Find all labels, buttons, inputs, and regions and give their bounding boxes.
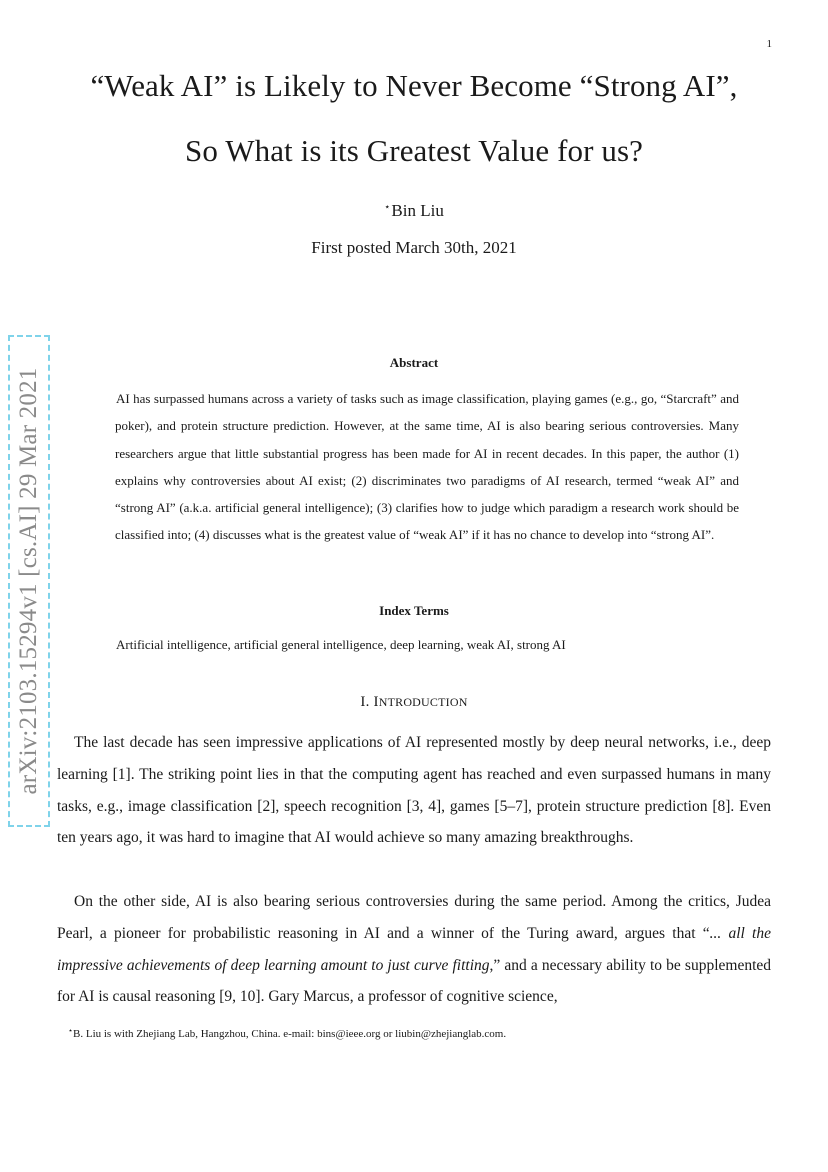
posted-date: First posted March 30th, 2021 bbox=[311, 238, 517, 257]
paragraph-segment: On the other side, AI is also bearing serious controversies during the same period. Among the critics, Judea Pearl, a pioneer for probabilistic reasoning in AI and a winner of the Turing award, argues that “ bbox=[57, 893, 771, 942]
body-paragraph-1 bbox=[57, 727, 771, 854]
footnote-marker: ⋆ bbox=[68, 1026, 74, 1035]
section-number: I. bbox=[360, 694, 370, 710]
author-name: Bin Liu bbox=[391, 201, 444, 220]
index-terms-text: Artificial intelligence, artificial general intelligence, deep learning, weak AI, strong AI bbox=[116, 637, 566, 652]
author bbox=[0, 201, 828, 221]
paragraph-text: The last decade has seen impressive applications of AI represented mostly by deep neural networks, i.e., deep learning [1]. The striking point lies in that the computing agent has reached and even surpassed humans in many tasks, e.g., image classification [2], speech recognition [3, 4], games [5–7], protein structure prediction [8]. Even ten years ago, it was hard to imagine that AI would achieve so many amazing breakthroughs. bbox=[57, 734, 771, 847]
arxiv-stamp bbox=[8, 335, 50, 827]
paragraph-text bbox=[57, 886, 771, 1013]
paper-title-line-2: So What is its Greatest Value for us? bbox=[185, 133, 643, 168]
section-first-letter: I bbox=[373, 694, 379, 710]
quote-italic: ... all the impressive achievements of deep learning amount to just curve fitting bbox=[57, 924, 771, 974]
paper-title-line-1: “Weak AI” is Likely to Never Become “Strong AI”, bbox=[90, 68, 738, 103]
paragraph-segment: ,” and a necessary ability to be supplemented for AI is causal reasoning [9, 10]. Gary Marcus, a professor of cognitive science, bbox=[57, 956, 772, 1006]
section-title-rest: NTRODUCTION bbox=[378, 695, 468, 709]
arxiv-id: arXiv:2103.15294v1 [cs.AI] 29 Mar 2021 bbox=[15, 367, 42, 795]
index-terms-heading: Index Terms bbox=[379, 603, 449, 618]
author-marker: ⋆ bbox=[384, 202, 391, 213]
body-paragraph-2 bbox=[57, 886, 771, 1013]
section-heading bbox=[0, 694, 828, 711]
abstract-text: AI has surpassed humans across a variety of tasks such as image classification, playing games (e.g., go, “Starcraft” and poker), and protein structure prediction. However, at the same time, AI is also bearing serious controversies. Many researchers argue that little substantial progress has been made for AI in recent decades. In this paper, the author (1) explains why controversies about AI exist; (2) discriminates two paradigms of AI research, termed “weak AI” and “strong AI” (a.k.a. artificial general intelligence); (3) clarifies how to judge which paradigm a research work should be classified into; (4) discusses what is the greatest value of “weak AI” if it has no chance to develop into “strong AI”. bbox=[115, 391, 739, 543]
page-number: 1 bbox=[766, 38, 772, 50]
abstract-heading: Abstract bbox=[389, 355, 439, 370]
footnote-text: B. Liu is with Zhejiang Lab, Hangzhou, China. e-mail: bins@ieee.org or liubin@zhejianglab.com. bbox=[73, 1028, 507, 1040]
footnote bbox=[68, 1026, 506, 1040]
